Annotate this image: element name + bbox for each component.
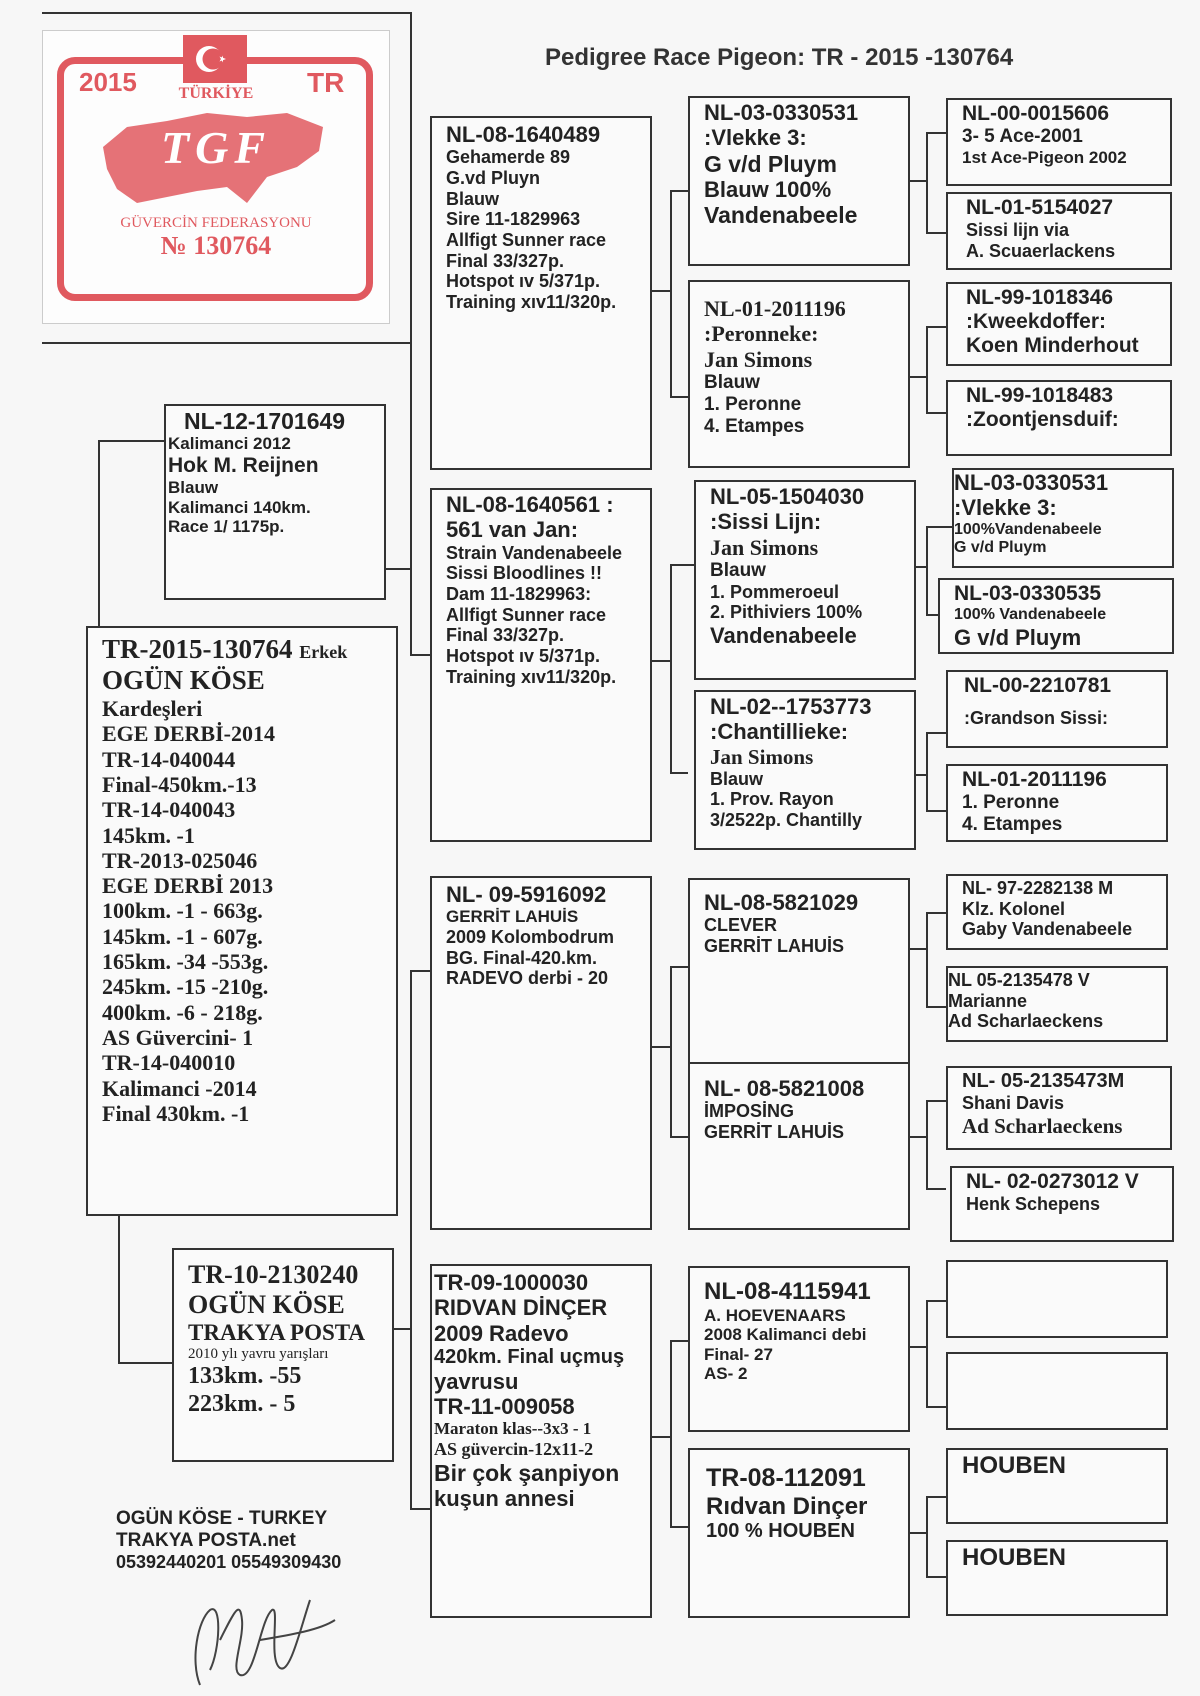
gen4-ring: HOUBEN xyxy=(962,1452,1067,1479)
gen2-ring: NL-08-1640561 : xyxy=(446,492,614,517)
subject-line: Kardeşleri xyxy=(102,696,203,722)
gen3-line: GERRİT LAHUİS xyxy=(704,935,845,956)
subject-owner: OGÜN KÖSE xyxy=(102,665,265,696)
gen2-line: Hotspot ıv 5/371p. xyxy=(446,271,601,292)
dam-line: 2010 ylı yavru yarışları xyxy=(188,1346,329,1363)
connector-line xyxy=(670,564,672,774)
gen4-box-empty xyxy=(946,1260,1168,1338)
gen4-box-empty xyxy=(946,1352,1168,1430)
subject-ring: TR-2015-130764 Erkek xyxy=(102,634,348,664)
gen4-ring: NL- 02-0273012 V xyxy=(966,1170,1139,1193)
stamp-year: 2015 xyxy=(79,67,137,97)
gen4-box xyxy=(946,98,1172,186)
dam-line: TRAKYA POSTA xyxy=(188,1319,366,1345)
gen2-line: Sire 11-1829963 xyxy=(446,209,581,230)
subject-line: 400km. -6 - 218g. xyxy=(102,999,263,1025)
gen3-line: Blauw xyxy=(710,559,766,581)
gen3-line: 100 % HOUBEN xyxy=(706,1520,855,1543)
gen2-line: Training xıv11/320p. xyxy=(446,666,617,687)
gen3-line: G v/d Pluym xyxy=(704,150,837,177)
connector-line xyxy=(652,1046,672,1048)
gen2-line: Final 33/327p. xyxy=(446,625,565,646)
gen4-ring: NL-00-2210781 xyxy=(964,674,1112,697)
gen3-ring: NL-03-0330531 xyxy=(704,100,859,125)
flag-icon xyxy=(183,35,247,83)
gen4-line: Klz. Kolonel xyxy=(962,898,1065,919)
gen2-line: Allfigt Sunner race xyxy=(446,604,607,625)
gen4-line: Gaby Vandenabeele xyxy=(962,919,1133,940)
connector-line xyxy=(926,1300,928,1408)
connector-line xyxy=(926,614,938,616)
gen2-line: RADEVO derbi - 20 xyxy=(446,968,609,989)
gen2-line: yavrusu xyxy=(434,1368,519,1394)
gen3-line: 1. Pommeroeul xyxy=(710,581,840,602)
gen4-box xyxy=(946,1066,1172,1150)
gen3-line: İMPOSİNG xyxy=(704,1101,795,1122)
gen4-line: 1st Ace-Pigeon 2002 xyxy=(962,147,1127,167)
connector-line xyxy=(670,1340,672,1528)
grandsire-box xyxy=(430,116,652,470)
gen4-line: A. Scuaerlackens xyxy=(966,240,1116,261)
gen3-line: 2. Pithiviers 100% xyxy=(710,602,863,623)
gen3-ring: NL-02--1753773 xyxy=(710,694,872,719)
subject-line: TR-2013-025046 xyxy=(102,847,258,873)
connector-line xyxy=(410,654,430,656)
gen3-line: 3/2522p. Chantilly xyxy=(710,810,863,831)
connector-line xyxy=(118,1362,172,1364)
connector-line xyxy=(410,970,430,972)
connector-line xyxy=(670,396,688,398)
sire-ring: NL-12-1701649 xyxy=(184,408,346,434)
dam-ring: TR-10-2130240 xyxy=(188,1260,359,1289)
gen4-line: Henk Schepens xyxy=(966,1194,1101,1215)
footer-line: 05392440201 05549309430 xyxy=(116,1551,342,1572)
gen4-ring: NL-00-0015606 xyxy=(962,102,1110,125)
gen3-ring: NL-05-1504030 xyxy=(710,484,865,509)
contact-footer xyxy=(116,1508,341,1572)
gen3-line: :Vlekke 3: xyxy=(704,125,807,151)
grandsire-dam-side-box xyxy=(430,876,652,1230)
gen2-line: Strain Vandenabeele xyxy=(446,542,623,563)
gen4-line: 100% Vandenabeele xyxy=(954,606,1107,624)
gen2-line: Maraton klas--3x3 - 1 xyxy=(434,1419,592,1439)
connector-line xyxy=(386,568,412,570)
footer-line: OGÜN KÖSE - TURKEY xyxy=(116,1508,328,1529)
connector-line xyxy=(98,440,164,442)
gen3-ring: NL-01-2011196 xyxy=(704,296,846,321)
gen4-line: :Vlekke 3: xyxy=(954,495,1057,521)
gen3-line: :Peronneke: xyxy=(704,321,819,347)
gen2-line: Hotspot ıv 5/371p. xyxy=(446,646,601,667)
gen3-line: Vandenabeele xyxy=(704,202,858,229)
gen3-line: 2008 Kalimanci debi xyxy=(704,1325,867,1345)
connector-line xyxy=(926,1496,946,1498)
gen4-ring: NL-03-0330531 xyxy=(954,470,1109,495)
gen4-ring: NL 05-2135478 V xyxy=(948,970,1090,990)
gen3-ring: NL- 08-5821008 xyxy=(704,1076,865,1101)
connector-line xyxy=(926,1496,928,1578)
gen3-line: Jan Simons xyxy=(704,346,813,372)
gen3-ring: TR-08-112091 xyxy=(706,1464,866,1492)
gen3-box xyxy=(688,280,910,468)
subject-line: Kalimanci -2014 xyxy=(102,1075,257,1101)
frame-line xyxy=(42,12,412,14)
subject-line: Final 430km. -1 xyxy=(102,1100,250,1126)
connector-line xyxy=(926,1100,946,1102)
connector-line xyxy=(926,326,946,328)
gen3-line: Blauw xyxy=(704,371,760,393)
dam-owner: OGÜN KÖSE xyxy=(188,1289,345,1319)
gen3-line: Blauw 100% xyxy=(704,177,832,203)
gen3-box xyxy=(688,878,910,1072)
connector-line xyxy=(670,772,688,774)
gen4-line: 1. Peronne xyxy=(962,792,1060,814)
gen4-line: :Kweekdoffer: xyxy=(966,310,1107,334)
gen4-line: G v/d Pluym xyxy=(954,624,1082,650)
gen2-line: GERRİT LAHUİS xyxy=(446,907,579,927)
stamp-country: TÜRKİYE xyxy=(178,85,254,102)
subject-line: 165km. -34 -553g. xyxy=(102,949,269,975)
gen4-line: :Zoontjensduif: xyxy=(966,408,1119,432)
gen4-box xyxy=(946,1540,1168,1616)
gen2-line: RIDVAN DİNÇER xyxy=(434,1295,608,1321)
gen4-line: Ad Scharlaeckens xyxy=(962,1113,1123,1138)
gen4-box xyxy=(946,192,1172,270)
footer-line: TRAKYA POSTA.net xyxy=(116,1529,296,1551)
subject-sex: Erkek xyxy=(299,642,348,662)
dam-line: 133km. -55 xyxy=(188,1363,302,1390)
gen3-line: Jan Simons xyxy=(710,534,819,560)
gen3-line: 1. Peronne xyxy=(704,393,802,415)
gen4-box xyxy=(946,874,1168,950)
gen4-ring: NL-01-5154027 xyxy=(966,196,1114,219)
gen3-ring: NL-08-5821029 xyxy=(704,890,859,915)
granddam-box xyxy=(430,488,652,842)
gen4-box xyxy=(946,380,1172,456)
connector-line xyxy=(652,1436,672,1438)
gen4-line: :Grandson Sissi: xyxy=(964,708,1109,729)
sire-line: Kalimanci 2012 xyxy=(168,434,291,454)
connector-line xyxy=(410,970,412,1510)
connector-line xyxy=(926,132,928,234)
frame-line xyxy=(42,342,412,344)
gen2-ring: NL-08-1640489 xyxy=(446,122,601,147)
gen4-line: Marianne xyxy=(948,990,1028,1011)
gen4-line: Koen Minderhout xyxy=(966,334,1139,358)
stamp-acronym: TGF xyxy=(161,122,271,173)
gen4-ring: NL-01-2011196 xyxy=(962,768,1107,791)
gen2-line: Sissi Bloodlines !! xyxy=(446,563,603,584)
gen4-box xyxy=(938,578,1174,654)
gen2-line: Bir çok şanpiyon xyxy=(434,1459,620,1486)
gen3-line: Rıdvan Dinçer xyxy=(706,1492,868,1520)
stamp-country-code: TR xyxy=(307,67,345,98)
connector-line xyxy=(926,1406,946,1408)
connector-line xyxy=(926,912,928,1008)
subject-box xyxy=(86,626,398,1216)
gen4-ring: NL- 97-2282138 M xyxy=(962,878,1114,898)
subject-line: 145km. -1 xyxy=(102,822,195,848)
gen3-box xyxy=(688,1266,910,1432)
gen4-line: Sissi lijn via xyxy=(966,220,1070,241)
gen2-line: Gehamerde 89 xyxy=(446,147,571,168)
stamp-federation: GÜVERCİN FEDERASYONU xyxy=(120,215,312,231)
connector-line xyxy=(926,912,946,914)
gen4-line: 4. Etampes xyxy=(962,813,1063,835)
gen4-box xyxy=(946,764,1168,842)
gen4-box xyxy=(952,468,1174,568)
dam-box xyxy=(172,1248,394,1462)
connector-line xyxy=(410,340,412,656)
gen3-line: Vandenabeele xyxy=(710,623,857,649)
connector-line xyxy=(652,660,672,662)
gen2-line: Final 33/327p. xyxy=(446,250,565,271)
gen4-ring: HOUBEN xyxy=(962,1544,1067,1571)
connector-line xyxy=(926,526,952,528)
gen3-box xyxy=(694,480,916,680)
gen2-line: Training xıv11/320p. xyxy=(446,292,617,313)
gen2-line: kuşun annesi xyxy=(434,1486,575,1512)
gen2-line: Blauw xyxy=(446,188,500,209)
connector-line xyxy=(926,412,946,414)
gen4-ring: NL-99-1018483 xyxy=(966,384,1114,407)
connector-line xyxy=(926,1576,946,1578)
dam-line: 223km. - 5 xyxy=(188,1391,296,1418)
gen4-box xyxy=(946,966,1168,1042)
sire-line: Blauw xyxy=(168,478,219,498)
gen4-line: 100%Vandenabeele xyxy=(954,520,1102,538)
gen2-line: Allfigt Sunner race xyxy=(446,230,607,251)
connector-line xyxy=(670,1136,688,1138)
gen3-box xyxy=(688,1062,910,1230)
gen2-line: AS güvercin-12x11-2 xyxy=(434,1439,594,1460)
gen4-ring: NL-03-0330535 xyxy=(954,582,1102,605)
connector-line xyxy=(926,1100,928,1190)
connector-line xyxy=(926,810,946,812)
connector-line xyxy=(118,1216,120,1364)
subject-line: TR-14-040010 xyxy=(102,1050,236,1076)
gen3-line: CLEVER xyxy=(704,915,778,936)
gen4-box xyxy=(946,1448,1168,1524)
connector-line xyxy=(926,232,946,234)
gen3-line: 1. Prov. Rayon xyxy=(710,789,834,810)
sire-line: Kalimanci 140km. xyxy=(168,497,311,517)
gen2-line: 2009 Radevo xyxy=(434,1320,569,1346)
gen2-line: TR-11-009058 xyxy=(434,1394,575,1420)
gen2-line: BG. Final-420.km. xyxy=(446,947,598,968)
connector-line xyxy=(670,966,688,968)
gen2-line: 561 van Jan: xyxy=(446,517,579,543)
subject-line: TR-14-040044 xyxy=(102,746,236,772)
gen3-ring: NL-08-4115941 xyxy=(704,1278,871,1305)
connector-line xyxy=(926,132,946,134)
signature-icon xyxy=(180,1580,340,1695)
connector-line xyxy=(670,1340,688,1342)
subject-line: EGE DERBİ 2013 xyxy=(102,873,274,899)
gen3-line: Final- 27 xyxy=(704,1344,773,1364)
gen3-line: :Chantillieke: xyxy=(710,719,849,745)
gen3-box xyxy=(688,1448,910,1618)
gen4-box xyxy=(946,282,1172,366)
subject-line: 145km. -1 - 607g. xyxy=(102,923,263,949)
gen2-ring: TR-09-1000030 xyxy=(434,1270,589,1295)
gen2-line: 420km. Final uçmuş xyxy=(434,1345,625,1368)
gen3-line: Blauw xyxy=(710,768,764,789)
gen3-line: AS- 2 xyxy=(704,1364,748,1384)
connector-line xyxy=(670,190,688,192)
sire-line: Hok M. Reijnen xyxy=(168,453,319,477)
federation-stamp xyxy=(42,30,390,324)
connector-line xyxy=(670,966,672,1138)
gen3-line: 4. Etampes xyxy=(704,415,805,437)
gen2-line: 2009 Kolombodrum xyxy=(446,926,615,947)
gen3-line: :Sissi Lijn: xyxy=(710,509,822,535)
gen2-line: G.vd Pluyn xyxy=(446,167,541,188)
connector-line xyxy=(98,440,100,626)
connector-line xyxy=(926,1300,946,1302)
gen3-box xyxy=(694,690,916,850)
gen2-ring: NL- 09-5916092 xyxy=(446,882,607,907)
subject-line: AS Güvercini- 1 xyxy=(102,1024,254,1050)
connector-line xyxy=(926,526,928,616)
gen4-line: 3- 5 Ace-2001 xyxy=(962,126,1083,148)
gen3-line: A. HOEVENAARS xyxy=(704,1305,846,1325)
gen3-line: GERRİT LAHUİS xyxy=(704,1121,845,1142)
sire-box xyxy=(164,404,386,600)
frame-line xyxy=(410,12,412,344)
connector-line xyxy=(410,1508,430,1510)
gen4-box xyxy=(946,670,1168,748)
gen2-line: Dam 11-1829963: xyxy=(446,583,592,604)
gen3-box xyxy=(688,96,910,266)
connector-line xyxy=(926,1188,946,1190)
connector-line xyxy=(670,564,694,566)
connector-line xyxy=(926,732,946,734)
stamp-number: № 130764 xyxy=(160,231,272,260)
subject-line: 245km. -15 -210g. xyxy=(102,974,269,1000)
gen4-line: Ad Scharlaeckens xyxy=(948,1011,1104,1032)
subject-line: 100km. -1 - 663g. xyxy=(102,898,263,924)
subject-line: Final-450km.-13 xyxy=(102,771,257,797)
gen4-line: G v/d Pluym xyxy=(954,538,1047,556)
gen4-ring: NL-99-1018346 xyxy=(966,286,1114,309)
sire-line: Race 1/ 1175p. xyxy=(168,517,285,537)
connector-line xyxy=(670,190,672,398)
granddam-dam-side-box xyxy=(430,1264,652,1618)
connector-line xyxy=(670,1526,688,1528)
gen4-ring: NL- 05-2135473M xyxy=(962,1070,1125,1092)
connector-line xyxy=(926,1006,946,1008)
subject-line: EGE DERBİ-2014 xyxy=(102,721,275,747)
connector-line xyxy=(926,732,928,812)
gen3-line: Jan Simons xyxy=(710,744,814,769)
connector-line xyxy=(652,290,672,292)
gen4-line: Shani Davis xyxy=(962,1093,1065,1113)
gen4-box xyxy=(950,1166,1174,1242)
page-title: Pedigree Race Pigeon: TR - 2015 -130764 xyxy=(545,44,1014,71)
connector-line xyxy=(926,326,928,414)
subject-line: TR-14-040043 xyxy=(102,797,236,823)
